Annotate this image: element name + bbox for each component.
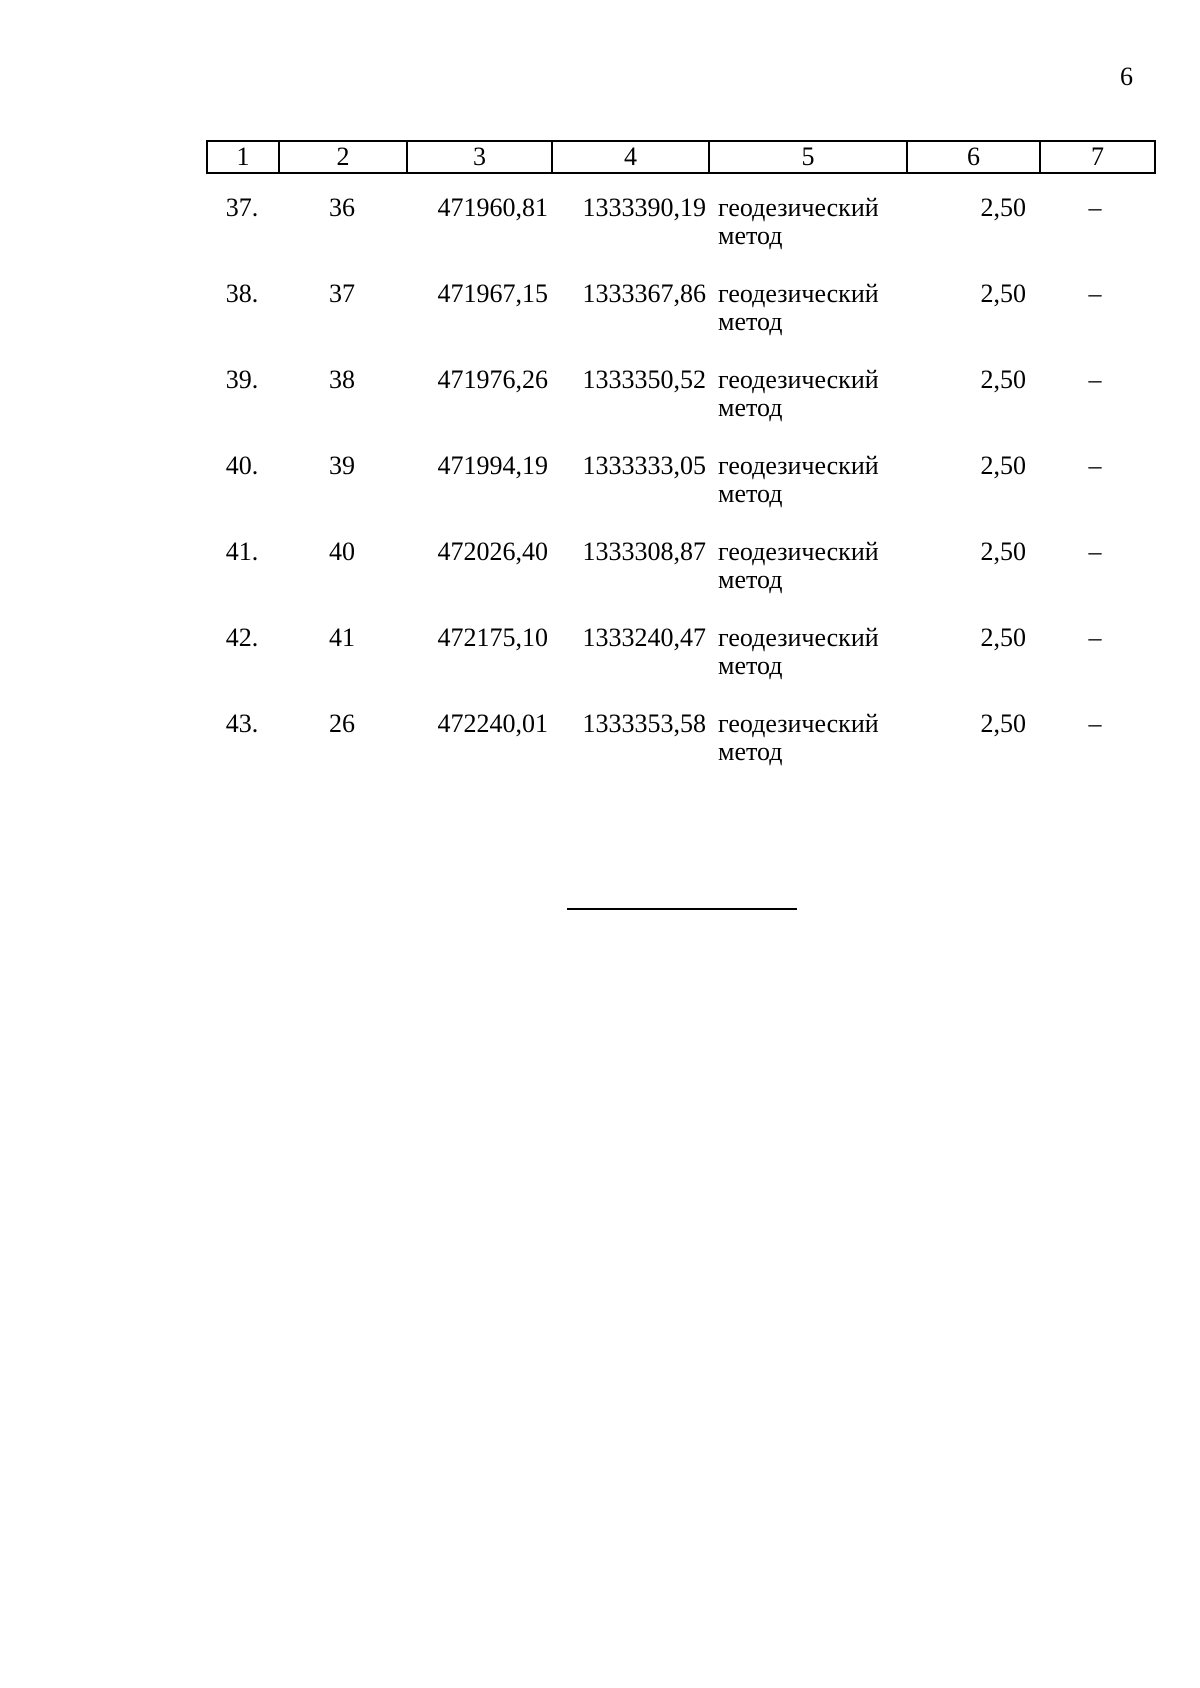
cell-point-number: 36 bbox=[329, 193, 355, 222]
cell-row-number: 37. bbox=[225, 193, 259, 222]
cell-note: – bbox=[1088, 193, 1102, 222]
cell-row-number: 41. bbox=[225, 537, 259, 566]
cell-row-number: 38. bbox=[225, 279, 259, 308]
cell-accuracy: 2,50 bbox=[980, 193, 1026, 222]
table-row bbox=[206, 534, 1154, 620]
header-col-3: 3 bbox=[407, 141, 552, 173]
cell-y-coordinate: 1333353,58 bbox=[582, 709, 706, 738]
cell-row-number: 39. bbox=[225, 365, 259, 394]
cell-y-coordinate: 1333390,19 bbox=[582, 193, 706, 222]
header-col-1: 1 bbox=[207, 141, 279, 173]
cell-x-coordinate: 472175,10 bbox=[437, 623, 548, 652]
cell-row-number: 43. bbox=[225, 709, 259, 738]
table-row bbox=[206, 190, 1154, 276]
cell-point-number: 26 bbox=[329, 709, 355, 738]
cell-accuracy: 2,50 bbox=[980, 365, 1026, 394]
cell-method: геодезический метод bbox=[718, 537, 879, 594]
cell-point-number: 37 bbox=[329, 279, 355, 308]
cell-point-number: 38 bbox=[329, 365, 355, 394]
cell-note: – bbox=[1088, 365, 1102, 394]
header-col-4: 4 bbox=[552, 141, 709, 173]
cell-accuracy: 2,50 bbox=[980, 709, 1026, 738]
table-row bbox=[206, 276, 1154, 362]
cell-x-coordinate: 472026,40 bbox=[437, 537, 548, 566]
header-col-7: 7 bbox=[1040, 141, 1155, 173]
table-row bbox=[206, 706, 1154, 792]
cell-note: – bbox=[1088, 709, 1102, 738]
cell-note: – bbox=[1088, 279, 1102, 308]
cell-accuracy: 2,50 bbox=[980, 537, 1026, 566]
cell-x-coordinate: 471994,19 bbox=[437, 451, 548, 480]
cell-method: геодезический метод bbox=[718, 623, 879, 680]
table-row bbox=[206, 448, 1154, 534]
cell-method: геодезический метод bbox=[718, 365, 879, 422]
cell-y-coordinate: 1333240,47 bbox=[582, 623, 706, 652]
cell-method: геодезический метод bbox=[718, 193, 879, 250]
cell-note: – bbox=[1088, 537, 1102, 566]
table-header bbox=[206, 140, 1156, 174]
cell-point-number: 40 bbox=[329, 537, 355, 566]
cell-x-coordinate: 471967,15 bbox=[437, 279, 548, 308]
header-col-2: 2 bbox=[279, 141, 407, 173]
cell-note: – bbox=[1088, 451, 1102, 480]
cell-note: – bbox=[1088, 623, 1102, 652]
cell-y-coordinate: 1333308,87 bbox=[582, 537, 706, 566]
page-number: 6 bbox=[1120, 62, 1133, 91]
cell-point-number: 41 bbox=[329, 623, 355, 652]
cell-y-coordinate: 1333367,86 bbox=[582, 279, 706, 308]
cell-x-coordinate: 472240,01 bbox=[437, 709, 548, 738]
cell-method: геодезический метод bbox=[718, 709, 879, 766]
table-row bbox=[206, 620, 1154, 706]
cell-method: геодезический метод bbox=[718, 279, 879, 336]
header-col-6: 6 bbox=[907, 141, 1040, 173]
cell-y-coordinate: 1333333,05 bbox=[582, 451, 706, 480]
cell-accuracy: 2,50 bbox=[980, 279, 1026, 308]
cell-x-coordinate: 471976,26 bbox=[437, 365, 548, 394]
cell-x-coordinate: 471960,81 bbox=[437, 193, 548, 222]
cell-point-number: 39 bbox=[329, 451, 355, 480]
cell-row-number: 40. bbox=[225, 451, 259, 480]
cell-method: геодезический метод bbox=[718, 451, 879, 508]
cell-row-number: 42. bbox=[225, 623, 259, 652]
cell-accuracy: 2,50 bbox=[980, 451, 1026, 480]
cell-accuracy: 2,50 bbox=[980, 623, 1026, 652]
table-body bbox=[206, 190, 1154, 792]
header-col-5: 5 bbox=[709, 141, 907, 173]
closing-rule bbox=[567, 908, 797, 910]
cell-y-coordinate: 1333350,52 bbox=[582, 365, 706, 394]
table-row bbox=[206, 362, 1154, 448]
